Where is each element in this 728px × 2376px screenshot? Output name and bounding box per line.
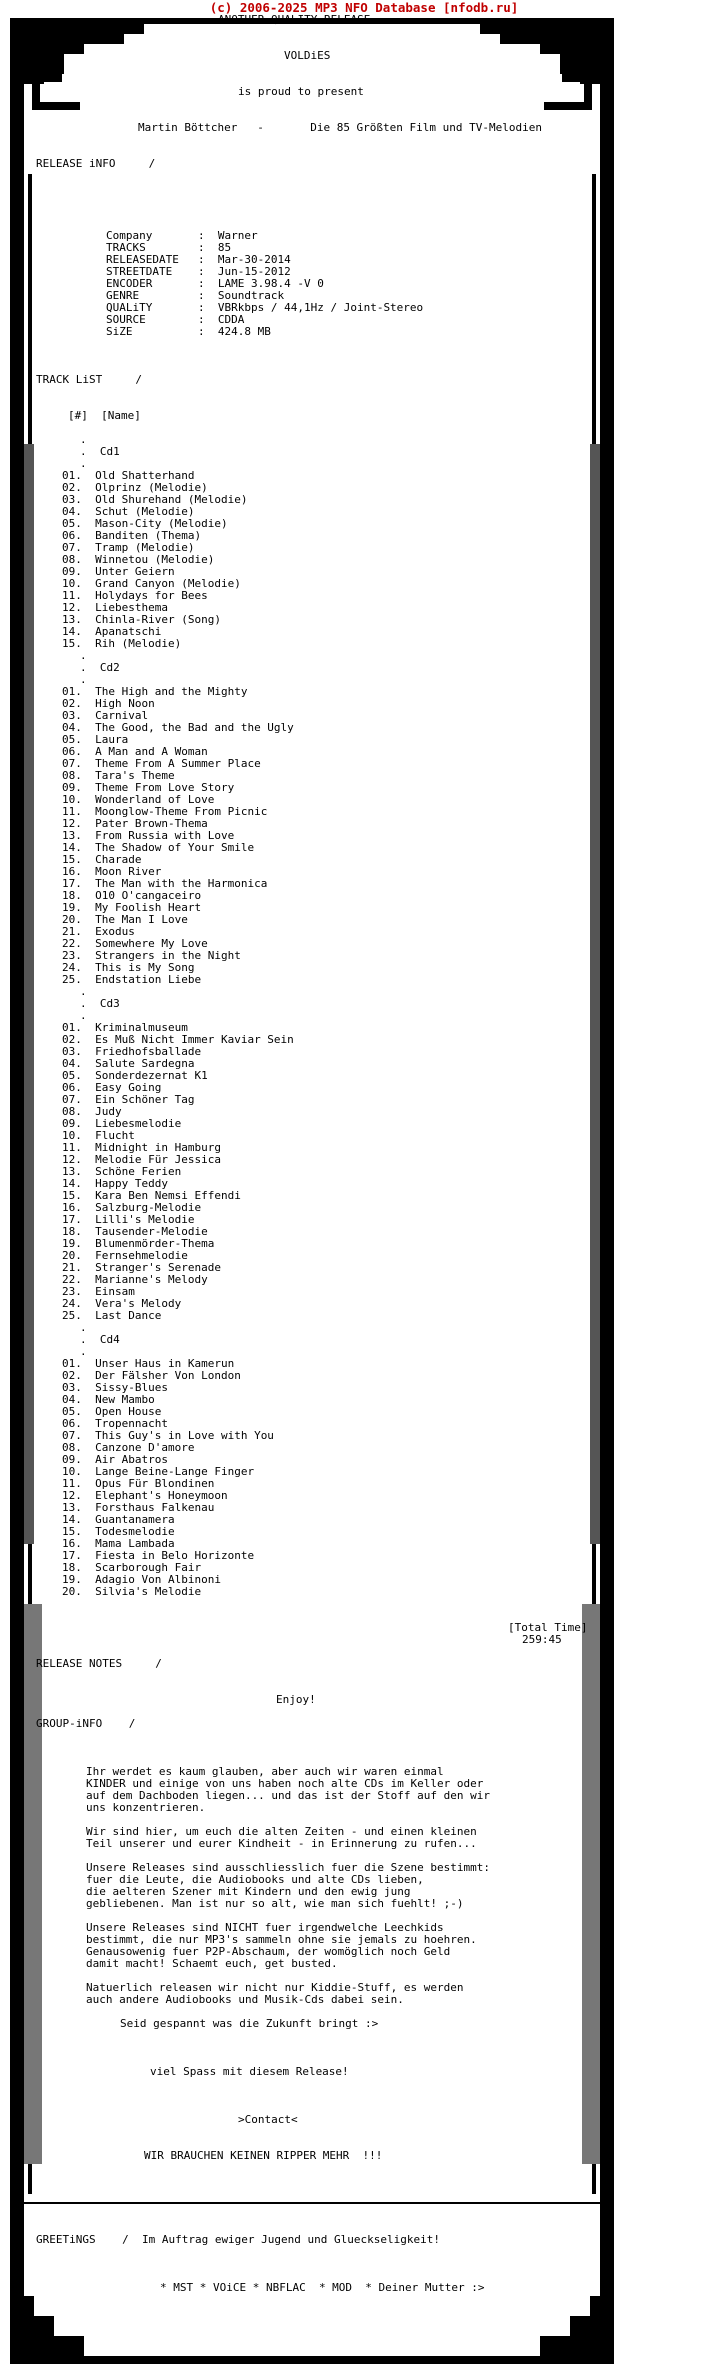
track-number: 10.	[62, 1465, 96, 1478]
track-number: 09.	[62, 1453, 96, 1466]
release-info-sep: :	[198, 229, 218, 242]
track-name: Unter Geiern	[95, 565, 175, 578]
track-number: 19.	[62, 901, 96, 914]
track-number: 09.	[62, 781, 96, 794]
track-number: 20.	[62, 1249, 96, 1262]
track-name: Fernsehmelodie	[95, 1249, 188, 1262]
track-number: 25.	[62, 1309, 96, 1322]
track-number: 01.	[62, 469, 96, 482]
track-number: 01.	[62, 1021, 96, 1034]
disc-label: . Cd4	[80, 1333, 120, 1346]
release-info-value: CDDA	[217, 313, 245, 326]
track-number: 14.	[62, 1513, 96, 1526]
track-number: 16.	[62, 865, 96, 878]
track-number: 04.	[62, 505, 96, 518]
track-number: 01.	[62, 1357, 96, 1370]
track-name: Canzone D'amore	[95, 1441, 195, 1454]
track-name: Grand Canyon (Melodie)	[95, 577, 241, 590]
track-number: 05.	[62, 517, 96, 530]
group-info-line: Unsere Releases sind ausschliesslich fuer die Szene bestimmt:	[86, 1861, 490, 1874]
bottom-right-ornament	[540, 2296, 600, 2356]
disc-label-text: Cd4	[99, 1333, 120, 1346]
track-number: 20.	[62, 913, 96, 926]
disc-label-text: Cd1	[99, 445, 120, 458]
track-number: 03.	[62, 709, 96, 722]
track-name: High Noon	[95, 697, 155, 710]
track-name: O10 O'cangaceiro	[95, 889, 202, 902]
track-name: Liebesthema	[95, 601, 168, 614]
track-name: New Mambo	[95, 1393, 155, 1406]
track-number: 13.	[62, 1501, 96, 1514]
disc-dot: .	[80, 1321, 87, 1334]
track-name: Tropennacht	[95, 1417, 168, 1430]
track-number: 19.	[62, 1573, 96, 1586]
track-number: 08.	[62, 1105, 96, 1118]
track-number: 23.	[62, 949, 96, 962]
proud-to-present: is proud to present	[238, 85, 364, 98]
group-info-line: uns konzentrieren.	[86, 1801, 206, 1814]
track-number: 12.	[62, 601, 96, 614]
track-name: Old Shatterhand	[95, 469, 195, 482]
release-info-row	[20, 326, 620, 338]
track-name: Moon River	[95, 865, 162, 878]
track-number: 11.	[62, 805, 96, 818]
track-number: 20.	[62, 1585, 96, 1598]
bottom-bar	[10, 2356, 614, 2364]
ripper-line: WIR BRAUCHEN KEINEN RIPPER MEHR !!!	[144, 2149, 383, 2162]
track-name: Sissy-Blues	[95, 1381, 168, 1394]
track-number: 18.	[62, 1225, 96, 1238]
track-number: 18.	[62, 889, 96, 902]
track-number: 12.	[62, 817, 96, 830]
track-name: The High and the Mighty	[95, 685, 248, 698]
release-info-value: 424.8 MB	[217, 325, 271, 338]
track-number: 02.	[62, 1369, 96, 1382]
section-greetings: GREETiNGS / Im Auftrag ewiger Jugend und Glueckseligkeit!	[36, 2233, 440, 2246]
track-name: Happy Teddy	[95, 1177, 168, 1190]
track-number: 09.	[62, 1117, 96, 1130]
track-name: Holydays for Bees	[95, 589, 208, 602]
release-info-sep: :	[198, 289, 218, 302]
track-name: Pater Brown-Thema	[95, 817, 208, 830]
track-number: 07.	[62, 541, 96, 554]
track-number: 07.	[62, 757, 96, 770]
group-info-line: bestimmt, die nur MP3's sammeln ohne sie jemals zu hoehren.	[86, 1933, 477, 1946]
section-release-notes: RELEASE NOTES /	[36, 1657, 162, 1670]
group-info-line: Ihr werdet es kaum glauben, aber auch wir waren einmal	[86, 1765, 444, 1778]
track-name: Kara Ben Nemsi Effendi	[95, 1189, 241, 1202]
group-info-line: gebliebenen. Man ist nur so alt, wie man sich fuehlt! ;-)	[86, 1897, 464, 1910]
track-name: Theme From Love Story	[95, 781, 235, 794]
track-number: 07.	[62, 1429, 96, 1442]
track-number: 15.	[62, 637, 96, 650]
release-info-sep: :	[198, 301, 218, 314]
track-name: Judy	[95, 1105, 122, 1118]
track-name: Tramp (Melodie)	[95, 541, 195, 554]
disc-label: . Cd3	[80, 997, 120, 1010]
track-name: Strangers in the Night	[95, 949, 241, 962]
track-name: Carnival	[95, 709, 149, 722]
copyright-header: (c) 2006-2025 MP3 NFO Database [nfodb.ru]	[209, 0, 519, 15]
track-name: Marianne's Melody	[95, 1273, 208, 1286]
track-number: 12.	[62, 1153, 96, 1166]
track-number: 06.	[62, 745, 96, 758]
section-group-info: GROUP-iNFO /	[36, 1717, 136, 1730]
disc-label-text: Cd2	[99, 661, 120, 674]
track-name: Wonderland of Love	[95, 793, 215, 806]
track-name: The Man I Love	[95, 913, 188, 926]
group-info-line: Unsere Releases sind NICHT fuer irgendwelche Leechkids	[86, 1921, 444, 1934]
track-name: This Guy's in Love with You	[95, 1429, 274, 1442]
release-info-sep: :	[198, 265, 218, 278]
track-name: Schöne Ferien	[95, 1165, 182, 1178]
release-info-value: 85	[217, 241, 232, 254]
track-name: Lange Beine-Lange Finger	[95, 1465, 255, 1478]
album-name: Die 85 Größten Film und TV-Melodien	[310, 121, 542, 134]
track-name: Banditen (Thema)	[95, 529, 202, 542]
release-info-sep: :	[198, 241, 218, 254]
track-number: 11.	[62, 1477, 96, 1490]
track-number: 04.	[62, 721, 96, 734]
future-line: Seid gespannt was die Zukunft bringt :>	[120, 2017, 379, 2030]
disc-label-text: Cd3	[99, 997, 120, 1010]
nfo-text	[20, 14, 620, 2294]
track-name: Mason-City (Melodie)	[95, 517, 228, 530]
group-name: VOLDiES	[284, 49, 331, 62]
track-name: Blumenmörder-Thema	[95, 1237, 215, 1250]
banner-title: ANOTHER QUALITY RELEASE	[218, 13, 371, 26]
disc-dot: .	[80, 673, 87, 686]
track-name: Silvia's Melodie	[95, 1585, 202, 1598]
track-number: 06.	[62, 1417, 96, 1430]
tracklist	[20, 434, 620, 1598]
track-number: 04.	[62, 1057, 96, 1070]
disc-dot: .	[80, 649, 87, 662]
group-info-text	[20, 1766, 620, 2006]
disc-label: . Cd1	[80, 445, 120, 458]
release-info-value: Soundtrack	[217, 289, 285, 302]
track-name: Forsthaus Falkenau	[95, 1501, 215, 1514]
group-info-line: die aelteren Szener mit Kindern und den ewig jung	[86, 1885, 411, 1898]
track-name: Stranger's Serenade	[95, 1261, 221, 1274]
track-number: 03.	[62, 1045, 96, 1058]
track-name: From Russia with Love	[95, 829, 235, 842]
release-info-key: RELEASEDATE	[106, 253, 179, 266]
track-name: Old Shurehand (Melodie)	[95, 493, 248, 506]
group-info-line: Genausowenig fuer P2P-Abschaum, der womöglich noch Geld	[86, 1945, 451, 1958]
track-name: Es Muß Nicht Immer Kaviar Sein	[95, 1033, 294, 1046]
track-name: Theme From A Summer Place	[95, 757, 261, 770]
track-name: Adagio Von Albinoni	[95, 1573, 221, 1586]
disc-dot: .	[80, 1345, 87, 1358]
track-name: Elephant's Honeymoon	[95, 1489, 228, 1502]
spass-line: viel Spass mit diesem Release!	[150, 2065, 349, 2078]
track-number: 09.	[62, 565, 96, 578]
track-number: 24.	[62, 1297, 96, 1310]
track-name: Tausender-Melodie	[95, 1225, 208, 1238]
track-name: Unser Haus in Kamerun	[95, 1357, 235, 1370]
track-name: Tara's Theme	[95, 769, 175, 782]
track-number: 03.	[62, 1381, 96, 1394]
track-number: 13.	[62, 613, 96, 626]
release-info-key: QUALiTY	[106, 301, 153, 314]
release-info-sep: :	[198, 277, 218, 290]
group-info-line: Wir sind hier, um euch die alten Zeiten - und einen kleinen	[86, 1825, 477, 1838]
track-number: 06.	[62, 529, 96, 542]
track-name: A Man and A Woman	[95, 745, 208, 758]
track-name: Todesmelodie	[95, 1525, 175, 1538]
track-number: 21.	[62, 1261, 96, 1274]
track-number: 06.	[62, 1081, 96, 1094]
release-notes-text: Enjoy!	[276, 1693, 316, 1706]
section-track-list: TRACK LiST /	[36, 373, 142, 386]
track-number: 08.	[62, 1441, 96, 1454]
track-name: Lilli's Melodie	[95, 1213, 195, 1226]
release-info-key: TRACKS	[106, 241, 146, 254]
section-release-info: RELEASE iNFO /	[36, 157, 156, 170]
track-number: 12.	[62, 1489, 96, 1502]
track-name: Friedhofsballade	[95, 1045, 202, 1058]
track-number: 07.	[62, 1093, 96, 1106]
track-name: Chinla-River (Song)	[95, 613, 221, 626]
track-number: 05.	[62, 1405, 96, 1418]
track-name: Scarborough Fair	[95, 1561, 202, 1574]
tracklist-header: [#] [Name]	[68, 409, 141, 422]
track-number: 17.	[62, 1549, 96, 1562]
track-number: 01.	[62, 685, 96, 698]
track-name: Opus Für Blondinen	[95, 1477, 215, 1490]
track-name: Apanatschi	[95, 625, 162, 638]
track-number: 17.	[62, 877, 96, 890]
release-info-key: Company	[106, 229, 153, 242]
track-number: 13.	[62, 1165, 96, 1178]
release-info-value: Jun-15-2012	[217, 265, 291, 278]
track-name: Melodie Für Jessica	[95, 1153, 221, 1166]
track-number: 04.	[62, 1393, 96, 1406]
group-info-line: damit macht! Schaemt euch, get busted.	[86, 1957, 338, 1970]
track-number: 11.	[62, 1141, 96, 1154]
release-info-key: SOURCE	[106, 313, 146, 326]
track-row	[20, 974, 620, 986]
track-number: 03.	[62, 493, 96, 506]
track-number: 10.	[62, 577, 96, 590]
greetings-list: * MST * VOiCE * NBFLAC * MOD * Deiner Mutter :>	[160, 2281, 485, 2294]
track-number: 14.	[62, 625, 96, 638]
track-name: Einsam	[95, 1285, 135, 1298]
group-info-line: Natuerlich releasen wir nicht nur Kiddie-Stuff, es werden	[86, 1981, 464, 1994]
group-info-line: auch andere Audiobooks und Musik-Cds dabei sein.	[86, 1993, 404, 2006]
track-name: Mama Lambada	[95, 1537, 175, 1550]
group-info-line: fuer die Leute, die Audiobooks und alte CDs lieben,	[86, 1873, 424, 1886]
release-info-value: Warner	[217, 229, 258, 242]
track-name: This is My Song	[95, 961, 195, 974]
track-number: 10.	[62, 1129, 96, 1142]
track-name: Exodus	[95, 925, 135, 938]
track-number: 08.	[62, 769, 96, 782]
track-number: 19.	[62, 1237, 96, 1250]
track-number: 05.	[62, 733, 96, 746]
disc-dot: .	[80, 433, 87, 446]
release-info-key: ENCODER	[106, 277, 153, 290]
track-name: Flucht	[95, 1129, 135, 1142]
track-number: 23.	[62, 1285, 96, 1298]
release-info-sep: :	[198, 325, 218, 338]
track-number: 24.	[62, 961, 96, 974]
track-name: Air Abatros	[95, 1453, 168, 1466]
track-row	[20, 1586, 620, 1598]
track-name: Vera's Melody	[95, 1297, 182, 1310]
track-number: 16.	[62, 1537, 96, 1550]
track-number: 25.	[62, 973, 96, 986]
track-number: 16.	[62, 1201, 96, 1214]
track-number: 22.	[62, 1273, 96, 1286]
group-info-line: Teil unserer und eurer Kindheit - in Erinnerung zu rufen...	[86, 1837, 477, 1850]
track-name: Midnight in Hamburg	[95, 1141, 221, 1154]
track-number: 02.	[62, 481, 96, 494]
track-name: The Shadow of Your Smile	[95, 841, 255, 854]
track-number: 02.	[62, 697, 96, 710]
track-name: Open House	[95, 1405, 162, 1418]
track-number: 11.	[62, 589, 96, 602]
total-time-value: 259:45	[522, 1633, 562, 1646]
track-name: Kriminalmuseum	[95, 1021, 188, 1034]
release-info-key: GENRE	[106, 289, 140, 302]
disc-dot: .	[80, 457, 87, 470]
track-number: 14.	[62, 841, 96, 854]
track-number: 15.	[62, 853, 96, 866]
group-info-line: auf dem Dachboden liegen... und das ist der Stoff auf den wir	[86, 1789, 490, 1802]
track-name: Fiesta in Belo Horizonte	[95, 1549, 255, 1562]
track-number: 22.	[62, 937, 96, 950]
release-info-key: SiZE	[106, 325, 133, 338]
total-time-label: [Total Time]	[508, 1621, 588, 1634]
track-name: Salute Sardegna	[95, 1057, 195, 1070]
contact-line: >Contact<	[238, 2113, 298, 2126]
track-name: Winnetou (Melodie)	[95, 553, 215, 566]
track-name: Rih (Melodie)	[95, 637, 182, 650]
release-info-key: STREETDATE	[106, 265, 173, 278]
track-row	[20, 1310, 620, 1322]
track-name: Olprinz (Melodie)	[95, 481, 208, 494]
disc-label: . Cd2	[80, 661, 120, 674]
track-number: 15.	[62, 1189, 96, 1202]
disc-dot: .	[80, 1009, 87, 1022]
track-number: 10.	[62, 793, 96, 806]
track-number: 18.	[62, 1561, 96, 1574]
track-name: Moonglow-Theme From Picnic	[95, 805, 268, 818]
release-info-value: LAME 3.98.4 -V 0	[217, 277, 324, 290]
track-name: Guantanamera	[95, 1513, 175, 1526]
track-name: Liebesmelodie	[95, 1117, 182, 1130]
track-name: Laura	[95, 733, 129, 746]
track-name: Schut (Melodie)	[95, 505, 195, 518]
track-number: 15.	[62, 1525, 96, 1538]
track-name: Charade	[95, 853, 142, 866]
track-name: Last Dance	[95, 1309, 162, 1322]
track-name: My Foolish Heart	[95, 901, 202, 914]
track-number: 14.	[62, 1177, 96, 1190]
track-name: Ein Schöner Tag	[95, 1093, 195, 1106]
track-name: Sonderdezernat K1	[95, 1069, 208, 1082]
group-info-line: KINDER und einige von uns haben noch alte CDs im Keller oder	[86, 1777, 484, 1790]
release-info-sep: :	[198, 253, 218, 266]
track-name: The Man with the Harmonica	[95, 877, 268, 890]
track-name: Somewhere My Love	[95, 937, 208, 950]
bottom-left-ornament	[24, 2296, 84, 2356]
track-name: Salzburg-Melodie	[95, 1201, 202, 1214]
artist-name: Martin Böttcher -	[138, 121, 264, 134]
track-number: 08.	[62, 553, 96, 566]
track-number: 13.	[62, 829, 96, 842]
track-name: Endstation Liebe	[95, 973, 202, 986]
track-number: 21.	[62, 925, 96, 938]
track-name: Easy Going	[95, 1081, 162, 1094]
track-number: 02.	[62, 1033, 96, 1046]
greetings-motto: Im Auftrag ewiger Jugend und Glueckseligkeit!	[141, 2233, 440, 2246]
release-info-sep: :	[198, 313, 218, 326]
track-number: 17.	[62, 1213, 96, 1226]
track-name: Der Fälsher Von London	[95, 1369, 241, 1382]
release-info-value: Mar-30-2014	[217, 253, 291, 266]
disc-dot: .	[80, 985, 87, 998]
track-row	[20, 638, 620, 650]
release-info-value: VBRkbps / 44,1Hz / Joint-Stereo	[217, 301, 424, 314]
release-name	[20, 122, 620, 134]
track-number: 05.	[62, 1069, 96, 1082]
track-name: The Good, the Bad and the Ugly	[95, 721, 294, 734]
release-info-list	[20, 230, 620, 338]
